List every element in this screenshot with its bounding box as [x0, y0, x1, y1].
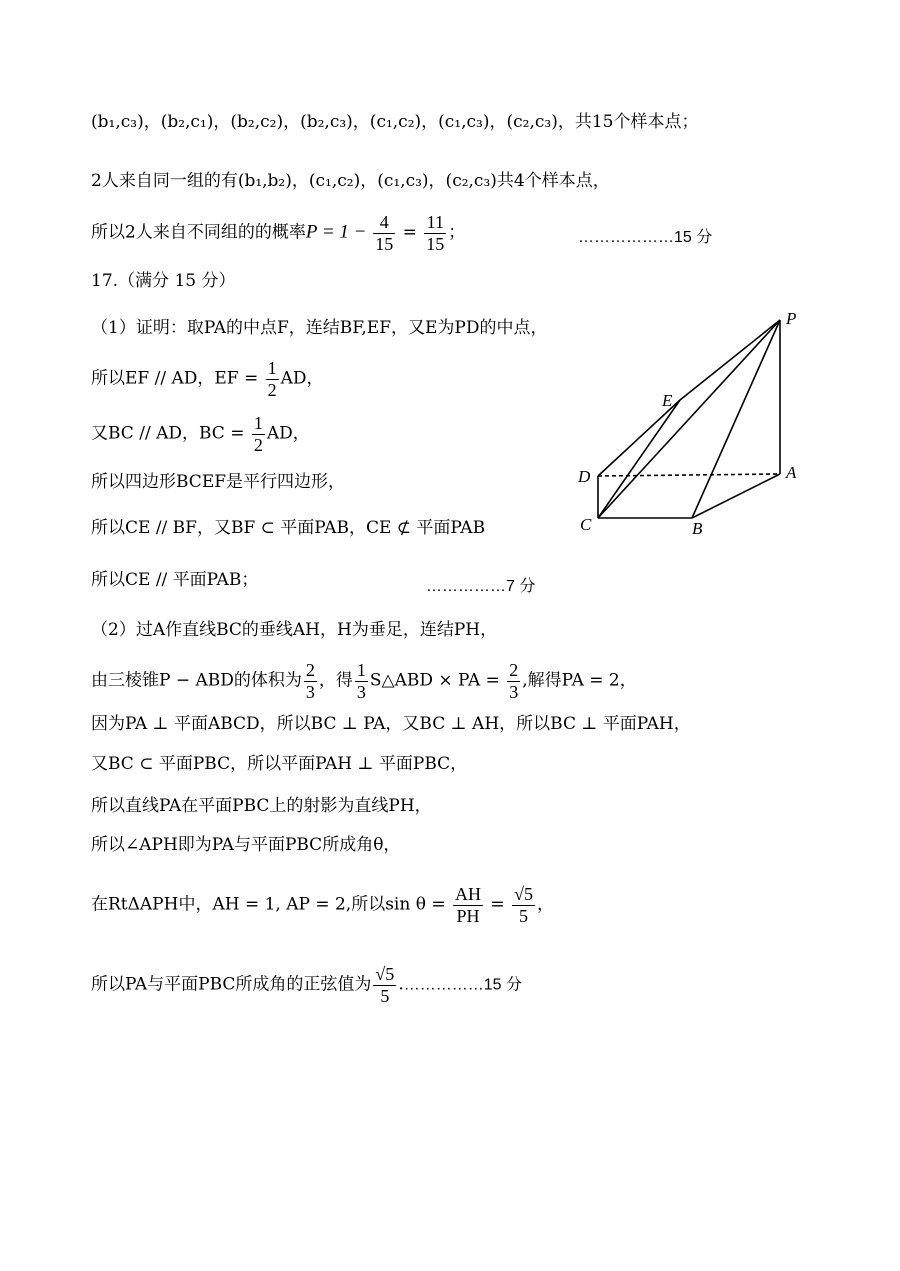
conclusion-line: [91, 964, 522, 1006]
fraction-numerator: 1: [267, 358, 277, 378]
ce-bf-line: 所以CE // BF，又BF ⊂ 平面PAB，CE ⊄ 平面PAB: [91, 518, 486, 538]
sine-a: 在RtΔAPH中，AH = 1, AP = 2,所以sin θ =: [91, 894, 452, 915]
fraction-ah-ph: [453, 884, 483, 926]
fraction-root5-5: [373, 964, 396, 1006]
bc-parallel-line: [91, 413, 310, 455]
fraction-numerator: 2: [509, 660, 519, 680]
fraction-numerator: √5: [514, 884, 533, 904]
fraction-denominator: PH: [456, 905, 480, 926]
same-group-line: 2人来自同一组的有(b₁,b₂)，(c₁,c₂)，(c₁,c₃)，(c₂,c₃)共4个样本点，: [91, 171, 610, 191]
ef-prefix: 所以EF // AD，EF =: [91, 368, 264, 389]
label-B: B: [692, 519, 703, 538]
conclusion-b: .: [398, 974, 404, 995]
volume-line: [91, 660, 637, 702]
fraction-denominator: 2: [267, 379, 277, 400]
probability-line: [91, 212, 465, 254]
fraction-numerator: 2: [305, 660, 315, 680]
fraction-two-thirds: [304, 660, 317, 702]
probability-suffix: ；: [448, 222, 466, 243]
sample-points-line: (b₁,c₃)，(b₂,c₁)，(b₂,c₂)，(b₂,c₃)，(c₁,c₂)，(c₁,c₃)，(c₂,c₃)，共15个样本点；: [91, 112, 699, 132]
fraction-denominator: 15: [375, 233, 394, 254]
fraction-two-thirds: [507, 660, 520, 702]
fraction-denominator: 3: [305, 681, 315, 702]
edge-PE: [680, 320, 780, 400]
fraction-numerator: 4: [373, 212, 395, 234]
fraction-denominator: 2: [253, 434, 263, 455]
fraction-numerator: 1: [356, 660, 366, 680]
bc-prefix: 又BC // AD，BC =: [91, 423, 250, 444]
angle-line: 所以∠APH即为PA与平面PBC所成角θ，: [91, 835, 401, 855]
volume-d: ,解得PA = 2，: [522, 670, 637, 691]
volume-b: ，得: [318, 670, 353, 691]
points-7: ……………7 分: [426, 578, 536, 595]
ef-suffix: AD，: [280, 368, 324, 389]
fraction-numerator: AH: [455, 884, 482, 904]
label-P: P: [786, 309, 797, 328]
plane-perpendicular-line: 又BC ⊂ 平面PBC，所以平面PAH ⊥ 平面PBC，: [91, 754, 468, 774]
label-E: E: [662, 391, 673, 410]
part2-intro: （2）过A作直线BC的垂线AH，H为垂足，连结PH，: [91, 620, 498, 640]
edge-DA-hidden: [598, 474, 780, 476]
pyramid-figure: [570, 308, 830, 538]
fraction-half: [252, 413, 265, 455]
question-17-heading: 17.（满分 15 分）: [91, 271, 236, 291]
points-15-q16: ………………15 分: [578, 229, 713, 246]
points-15-q17: ……………15 分: [403, 976, 522, 994]
perpendicular-line: 因为PA ⊥ 平面ABCD，所以BC ⊥ PA，又BC ⊥ AH，所以BC ⊥ 平面PAH，: [91, 714, 691, 734]
label-C: C: [580, 515, 592, 534]
label-D: D: [578, 467, 591, 486]
edge-ED: [598, 400, 680, 476]
equals-sign: =: [397, 222, 423, 243]
probability-prefix: 所以2人来自不同组的的概率: [91, 222, 306, 243]
ce-plane-line: 所以CE // 平面PAB；: [91, 570, 259, 590]
fraction-one-third: [355, 660, 368, 702]
fraction-denominator: 5: [519, 905, 529, 926]
volume-c: S△ABD × PA =: [369, 670, 506, 691]
fraction-denominator: 5: [380, 985, 390, 1006]
projection-line: 所以直线PA在平面PBC上的射影为直线PH，: [91, 796, 432, 816]
sine-c: ，: [536, 894, 554, 915]
sine-b: =: [485, 894, 511, 915]
fraction-4-15: [373, 212, 395, 254]
edge-EC: [598, 400, 680, 518]
edge-BA: [692, 474, 780, 518]
fraction-half: [266, 358, 279, 400]
fraction-numerator: √5: [375, 964, 395, 984]
fraction-denominator: 3: [509, 681, 519, 702]
fraction-denominator: 3: [356, 681, 366, 702]
fraction-numerator: 11: [424, 212, 446, 234]
probability-expr: P = 1 −: [305, 221, 372, 243]
ef-parallel-line: [91, 358, 324, 400]
parallelogram-line: 所以四边形BCEF是平行四边形，: [91, 472, 346, 492]
bc-suffix: AD，: [266, 423, 310, 444]
fraction-11-15: [424, 212, 446, 254]
fraction-denominator: 15: [426, 233, 445, 254]
label-A: A: [786, 463, 797, 482]
fraction-root5-5: [512, 884, 535, 926]
conclusion-a: 所以PA与平面PBC所成角的正弦值为: [91, 974, 372, 995]
volume-a: 由三棱锥P − ABD的体积为: [91, 670, 302, 691]
edge-PB: [692, 320, 780, 518]
part1-intro: （1）证明：取PA的中点F，连结BF,EF，又E为PD的中点，: [91, 318, 548, 338]
sine-line: [91, 884, 554, 926]
fraction-numerator: 1: [253, 413, 263, 433]
